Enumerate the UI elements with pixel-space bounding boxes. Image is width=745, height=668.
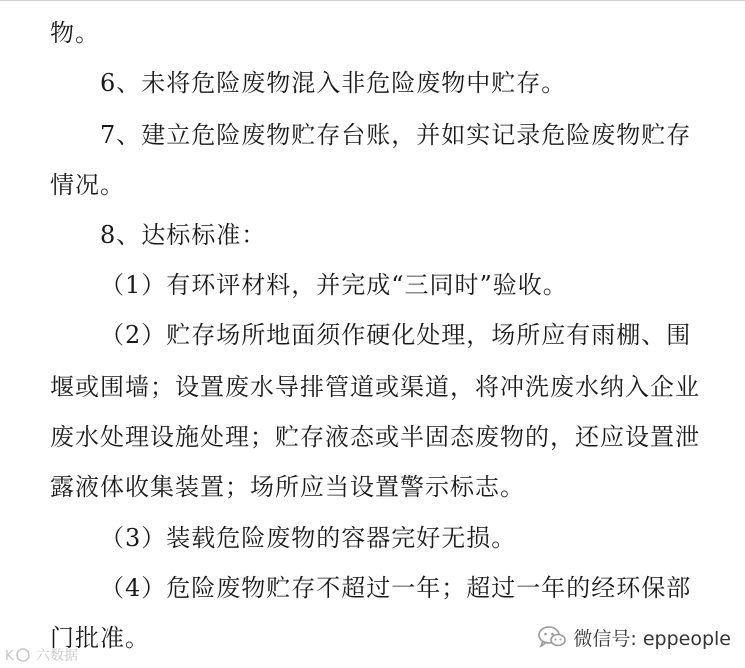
text-line: （1）有环评材料，并完成“三同时”验收。 xyxy=(100,271,568,299)
text-line: （2）贮存场所地面须作硬化处理，场所应有雨棚、围 xyxy=(100,321,692,349)
wechat-id-badge xyxy=(537,622,731,652)
watermark-text: 六数据 xyxy=(36,648,78,664)
watermark xyxy=(4,644,78,666)
text-line: 堰或围墙；设置废水导排管道或渠道，将冲洗废水纳入企业 xyxy=(50,373,700,401)
text-line: （4）危险废物贮存不超过一年；超过一年的经环保部 xyxy=(100,574,692,602)
watermark-logo xyxy=(4,646,32,664)
text-line: 8、达标标准： xyxy=(100,221,267,249)
wechat-id-label: 微信号: eppeople xyxy=(573,627,731,650)
text-line: 情况。 xyxy=(50,171,125,199)
text-line: 废水处理设施处理；贮存液态或半固态废物的，还应设置泄 xyxy=(50,423,700,451)
text-line: 门批准。 xyxy=(50,624,150,652)
wechat-icon xyxy=(537,625,567,649)
text-line: 物。 xyxy=(50,19,100,47)
text-line: 7、建立危险废物贮存台账，并如实记录危险废物贮存 xyxy=(100,121,692,149)
text-line: （3）装载危险废物的容器完好无损。 xyxy=(100,524,517,552)
text-line: 露液体收集装置；场所应当设置警示标志。 xyxy=(50,473,525,501)
svg-text:K: K xyxy=(5,649,14,664)
text-line: 6、未将危险废物混入非危险废物中贮存。 xyxy=(100,69,567,97)
